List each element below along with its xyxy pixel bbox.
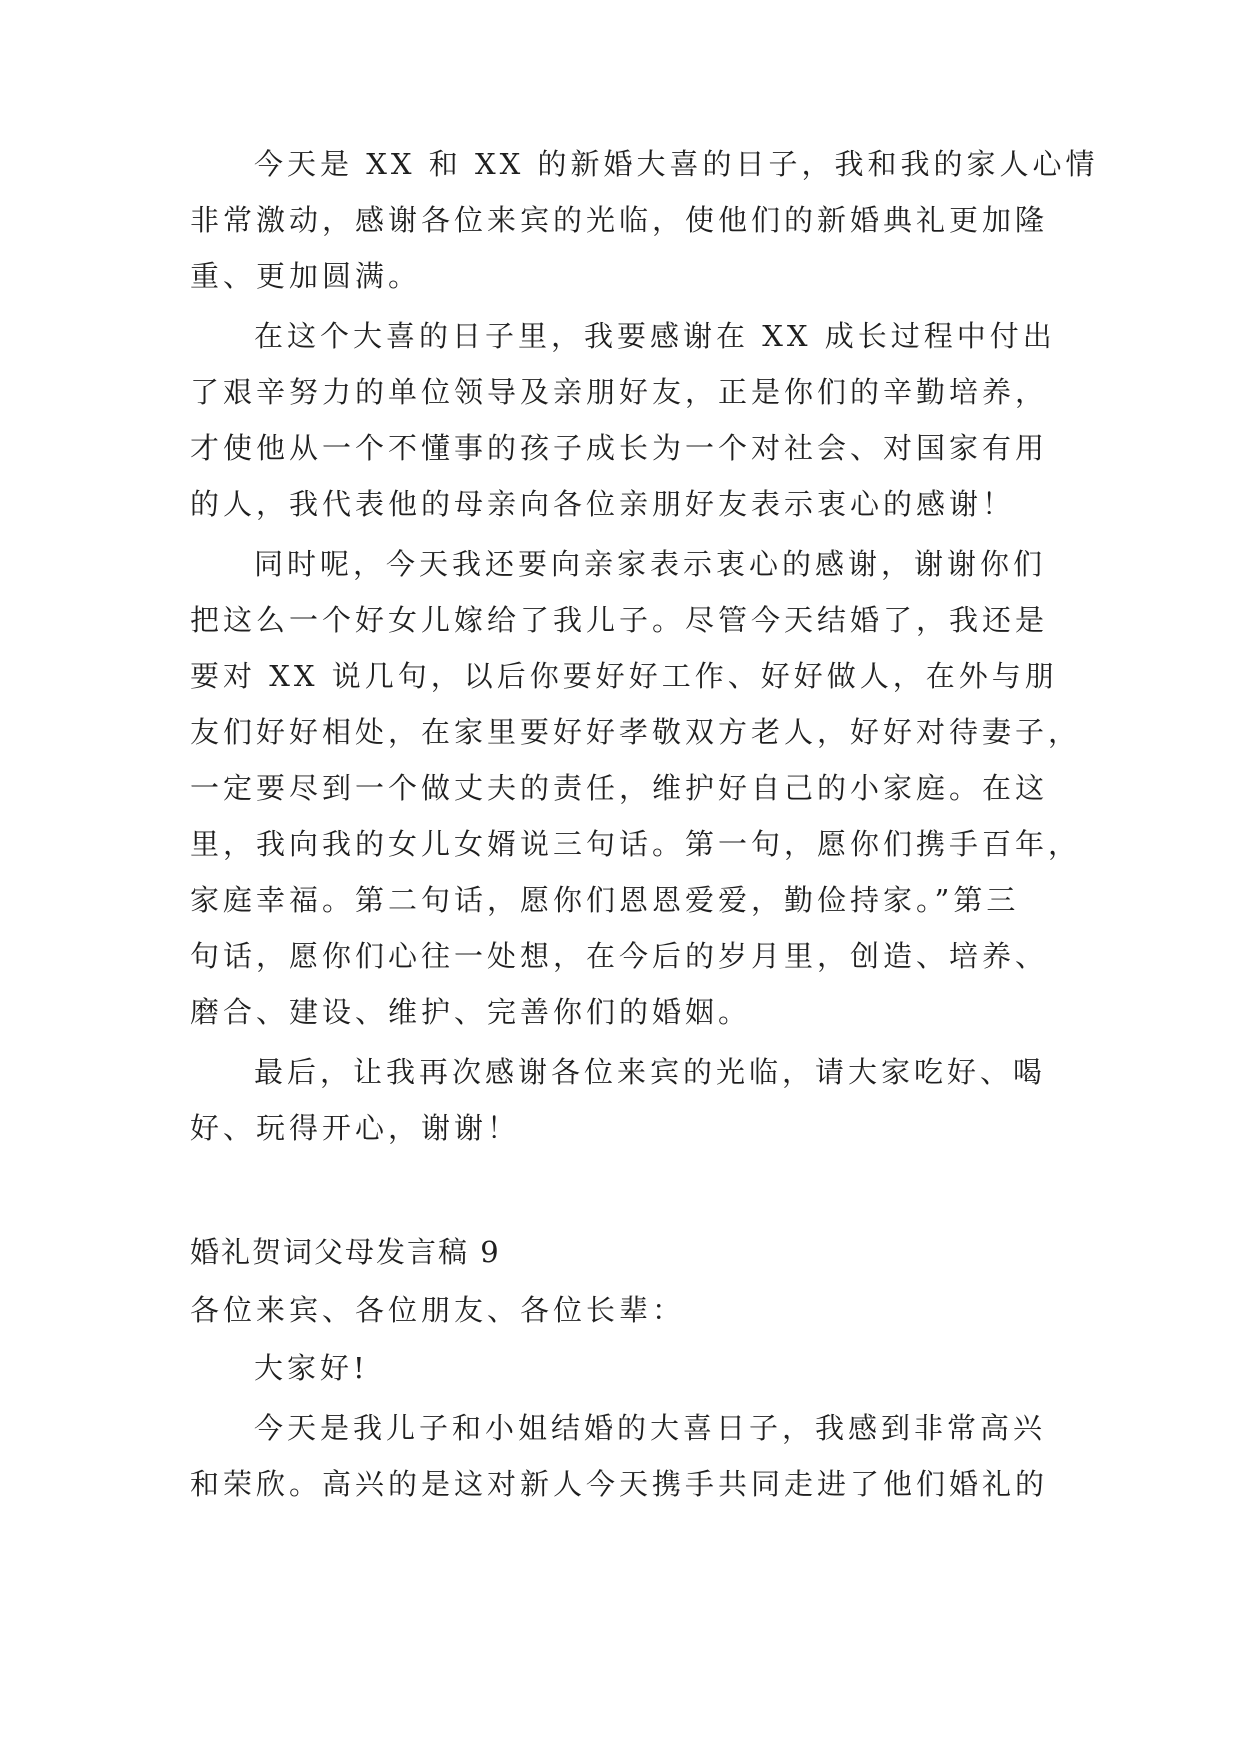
paragraph-3-line-3: 要对 XX 说几句，以后你要好好工作、好好做人，在外与朋 — [190, 659, 1058, 693]
paragraph-3-line-1: 同时呢，今天我还要向亲家表示衷心的感谢，谢谢你们 — [254, 547, 1047, 581]
paragraph-5-line-1: 今天是我儿子和小姐结婚的大喜日子，我感到非常高兴 — [254, 1411, 1047, 1445]
paragraph-1-line-3: 重、更加圆满。 — [190, 259, 422, 293]
paragraph-2-line-3: 才使他从一个不懂事的孩子成长为一个对社会、对国家有用 — [190, 431, 1049, 465]
paragraph-3-line-2: 把这么一个好女儿嫁给了我儿子。尽管今天结婚了，我还是 — [190, 603, 1049, 637]
paragraph-3-line-8: 句话，愿你们心往一处想，在今后的岁月里，创造、培养、 — [190, 939, 1049, 973]
greeting: 大家好! — [254, 1351, 369, 1385]
paragraph-3-line-6: 里，我向我的女儿女婿说三句话。第一句，愿你们携手百年， — [190, 827, 1082, 861]
paragraph-2-line-4: 的人，我代表他的母亲向各位亲朋好友表示衷心的感谢！ — [190, 487, 1016, 521]
paragraph-1-line-2: 非常激动，感谢各位来宾的光临，使他们的新婚典礼更加隆 — [190, 203, 1049, 237]
paragraph-1-line-1: 今天是 XX 和 XX 的新婚大喜的日子，我和我的家人心情 — [254, 147, 1099, 181]
paragraph-4-line-2: 好、玩得开心，谢谢！ — [190, 1111, 521, 1145]
paragraph-5-line-2: 和荣欣。高兴的是这对新人今天携手共同走进了他们婚礼的 — [190, 1467, 1049, 1501]
paragraph-4-line-1: 最后，让我再次感谢各位来宾的光临，请大家吃好、喝 — [254, 1055, 1047, 1089]
section-title: 婚礼贺词父母发言稿 9 — [190, 1235, 501, 1269]
paragraph-3-line-5: 一定要尽到一个做丈夫的责任，维护好自己的小家庭。在这 — [190, 771, 1049, 805]
paragraph-2-line-2: 了艰辛努力的单位领导及亲朋好友，正是你们的辛勤培养， — [190, 375, 1049, 409]
paragraph-3-line-7: 家庭幸福。第二句话，愿你们恩恩爱爱，勤俭持家。”第三 — [190, 883, 1020, 917]
paragraph-3-line-9: 磨合、建设、维护、完善你们的婚姻。 — [190, 995, 752, 1029]
paragraph-2-line-1: 在这个大喜的日子里，我要感谢在 XX 成长过程中付出 — [254, 319, 1056, 353]
paragraph-3-line-4: 友们好好相处，在家里要好好孝敬双方老人，好好对待妻子， — [190, 715, 1082, 749]
salutation: 各位来宾、各位朋友、各位长辈： — [190, 1293, 686, 1327]
